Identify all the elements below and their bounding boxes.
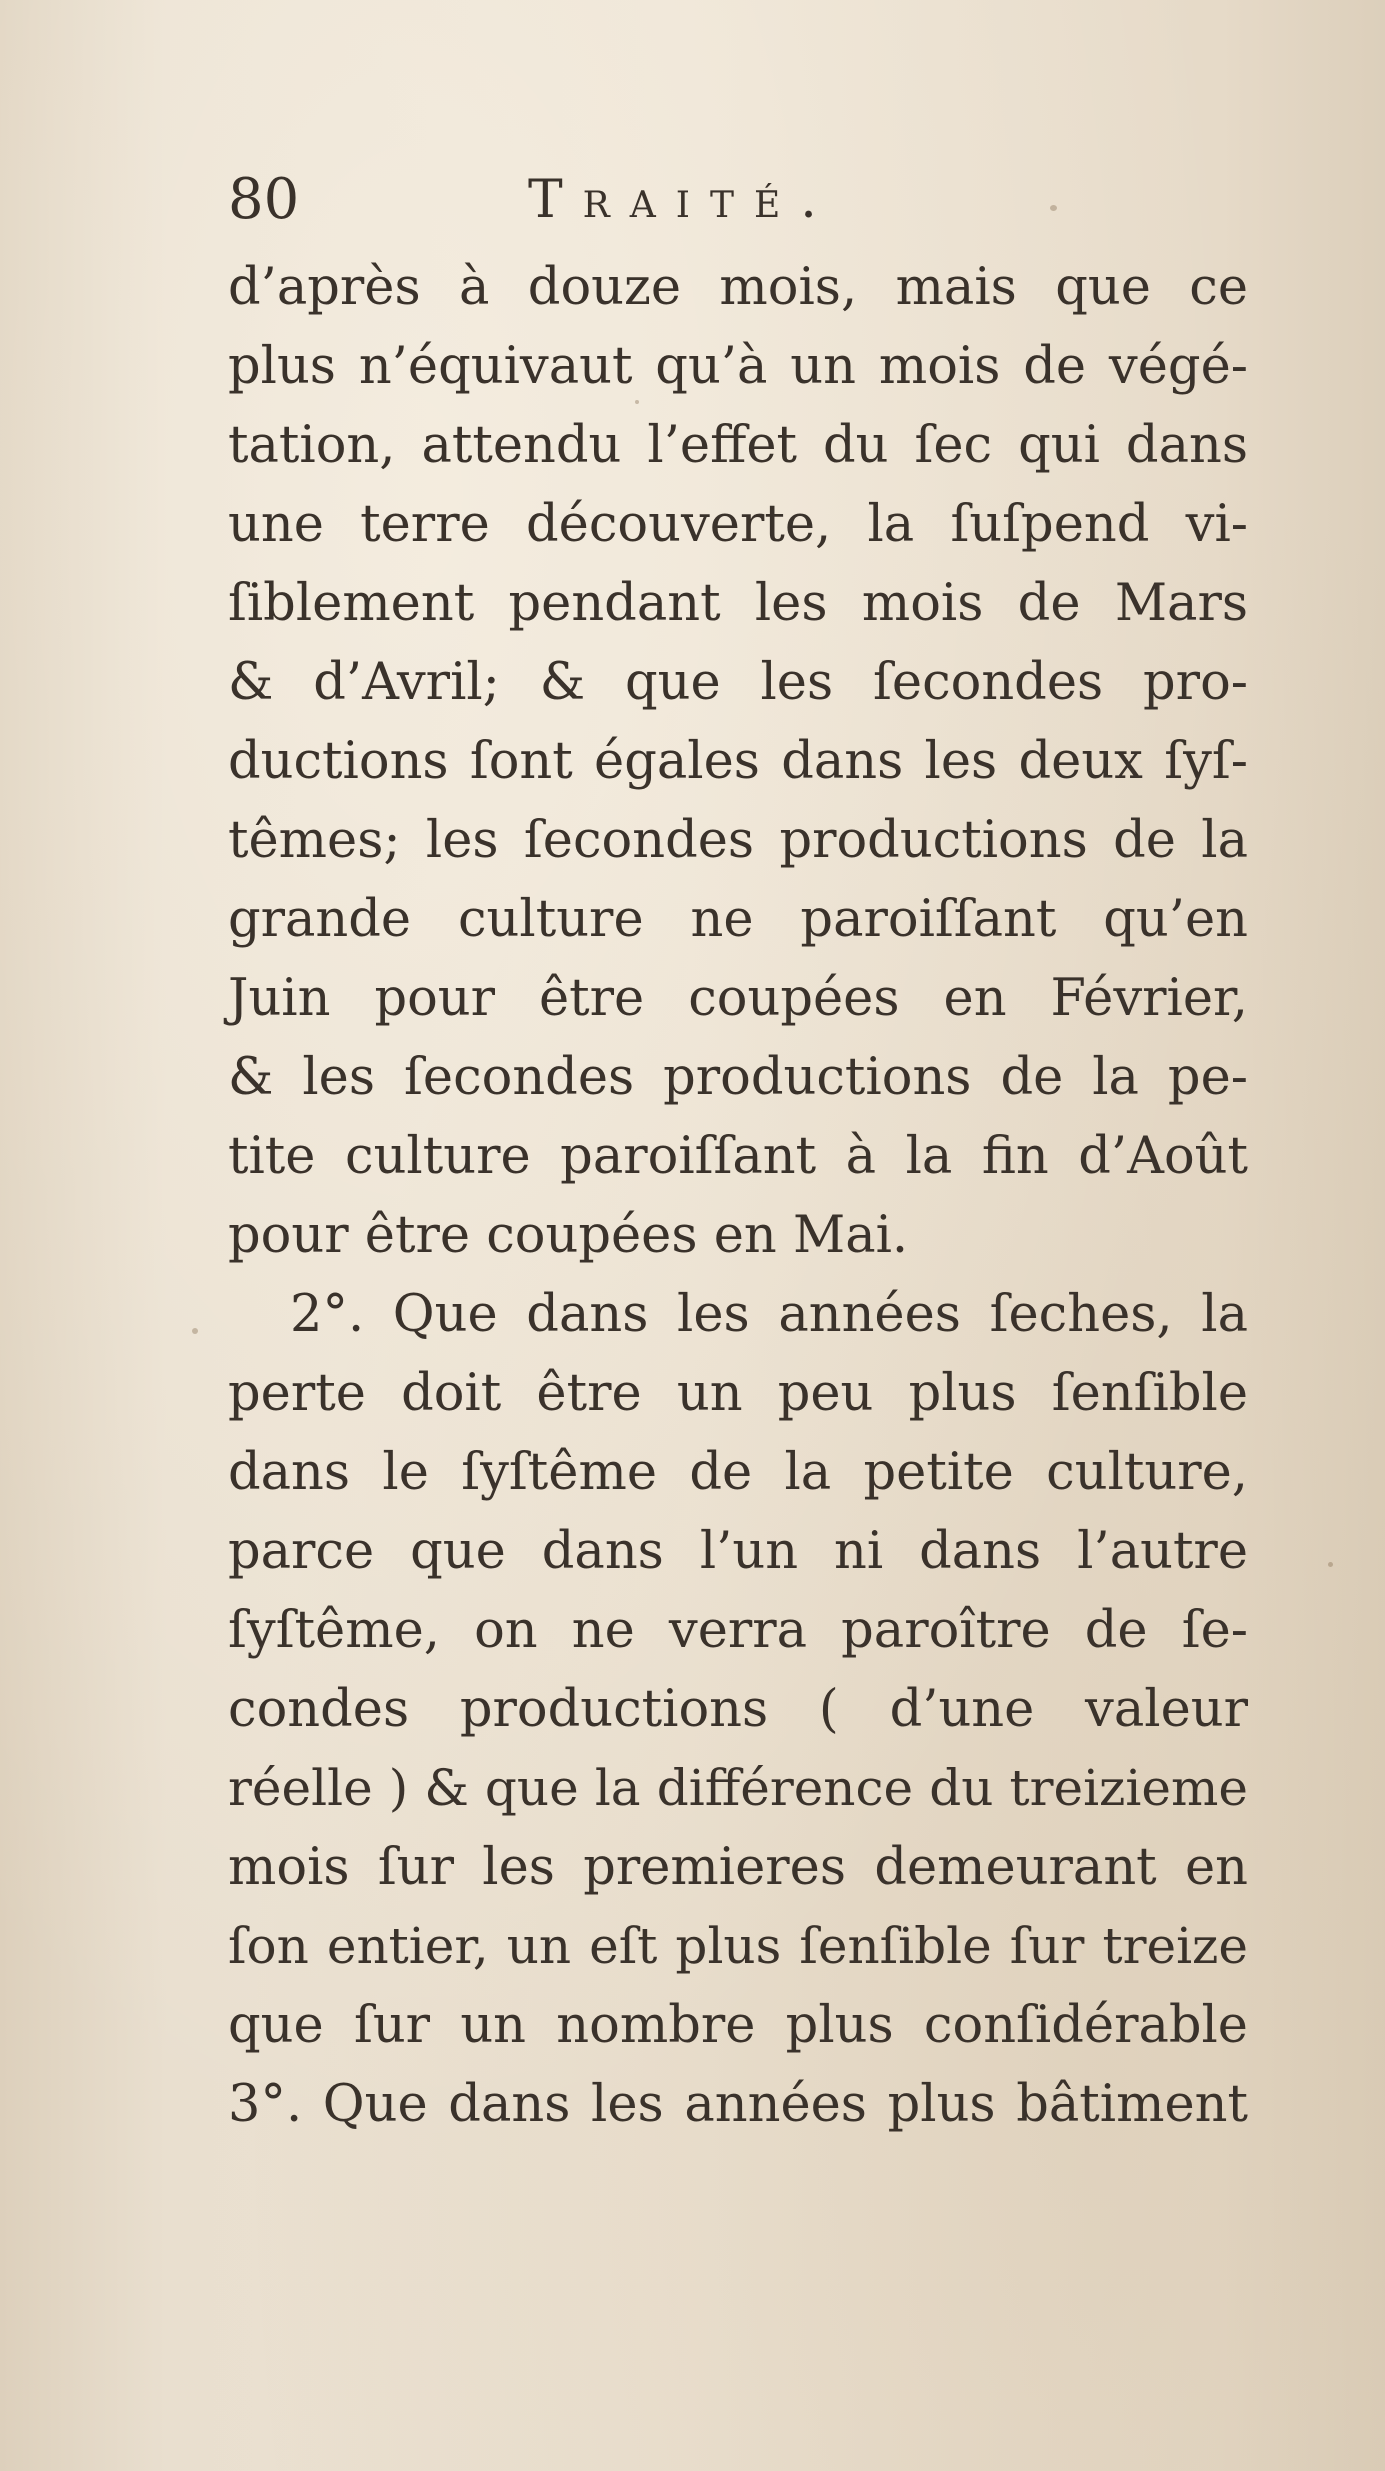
text-line: ductions ſont égales dans les deux ſyſ- bbox=[228, 732, 1248, 791]
text-line: grande culture ne paroiſſant qu’en bbox=[228, 890, 1248, 949]
page-header bbox=[228, 160, 1228, 240]
text-line: & d’Avril; & que les ſecondes pro- bbox=[228, 653, 1248, 712]
text-line: ſiblement pendant les mois de Mars bbox=[228, 574, 1248, 633]
text-line: perte doit être un peu plus ſenſible bbox=[228, 1364, 1248, 1423]
text-line: & les ſecondes productions de la pe- bbox=[228, 1048, 1248, 1107]
text-line: 3°. Que dans les années plus bâtiment bbox=[228, 2075, 1248, 2134]
text-line: ſyſtême, on ne verra paroître de ſe- bbox=[228, 1601, 1248, 1660]
text-line: tite culture paroiſſant à la fin d’Août bbox=[228, 1127, 1248, 1186]
paper-speck bbox=[1328, 1562, 1333, 1567]
text-line: plus n’équivaut qu’à un mois de végé- bbox=[228, 337, 1248, 396]
text-line: réelle ) & que la différence du treizieme bbox=[228, 1759, 1248, 1817]
text-line: tation, attendu l’effet du ſec qui dans bbox=[228, 416, 1248, 475]
text-line: dans le ſyſtême de la petite culture, bbox=[228, 1443, 1248, 1502]
paper-speck bbox=[192, 1328, 198, 1334]
text-line: que ſur un nombre plus conſidérable bbox=[228, 1996, 1248, 2055]
text-line: pour être coupées en Mai. bbox=[228, 1206, 909, 1265]
text-line: 2°. Que dans les années ſeches, la bbox=[290, 1285, 1248, 1344]
text-line: Juin pour être coupées en Février, bbox=[228, 969, 1248, 1028]
running-head: Traité. bbox=[528, 170, 837, 230]
text-line: condes productions ( d’une valeur bbox=[228, 1680, 1248, 1739]
page-number: 80 bbox=[228, 167, 300, 232]
text-line: mois ſur les premieres demeurant en bbox=[228, 1838, 1248, 1897]
text-line: d’après à douze mois, mais que ce bbox=[228, 258, 1248, 317]
text-line: têmes; les ſecondes productions de la bbox=[228, 811, 1248, 870]
text-line: parce que dans l’un ni dans l’autre bbox=[228, 1522, 1248, 1581]
text-line: une terre découverte, la ſuſpend vi- bbox=[228, 495, 1248, 554]
text-line: ſon entier, un eſt plus ſenſible ſur treize bbox=[228, 1917, 1248, 1975]
body-text bbox=[228, 248, 1248, 2144]
